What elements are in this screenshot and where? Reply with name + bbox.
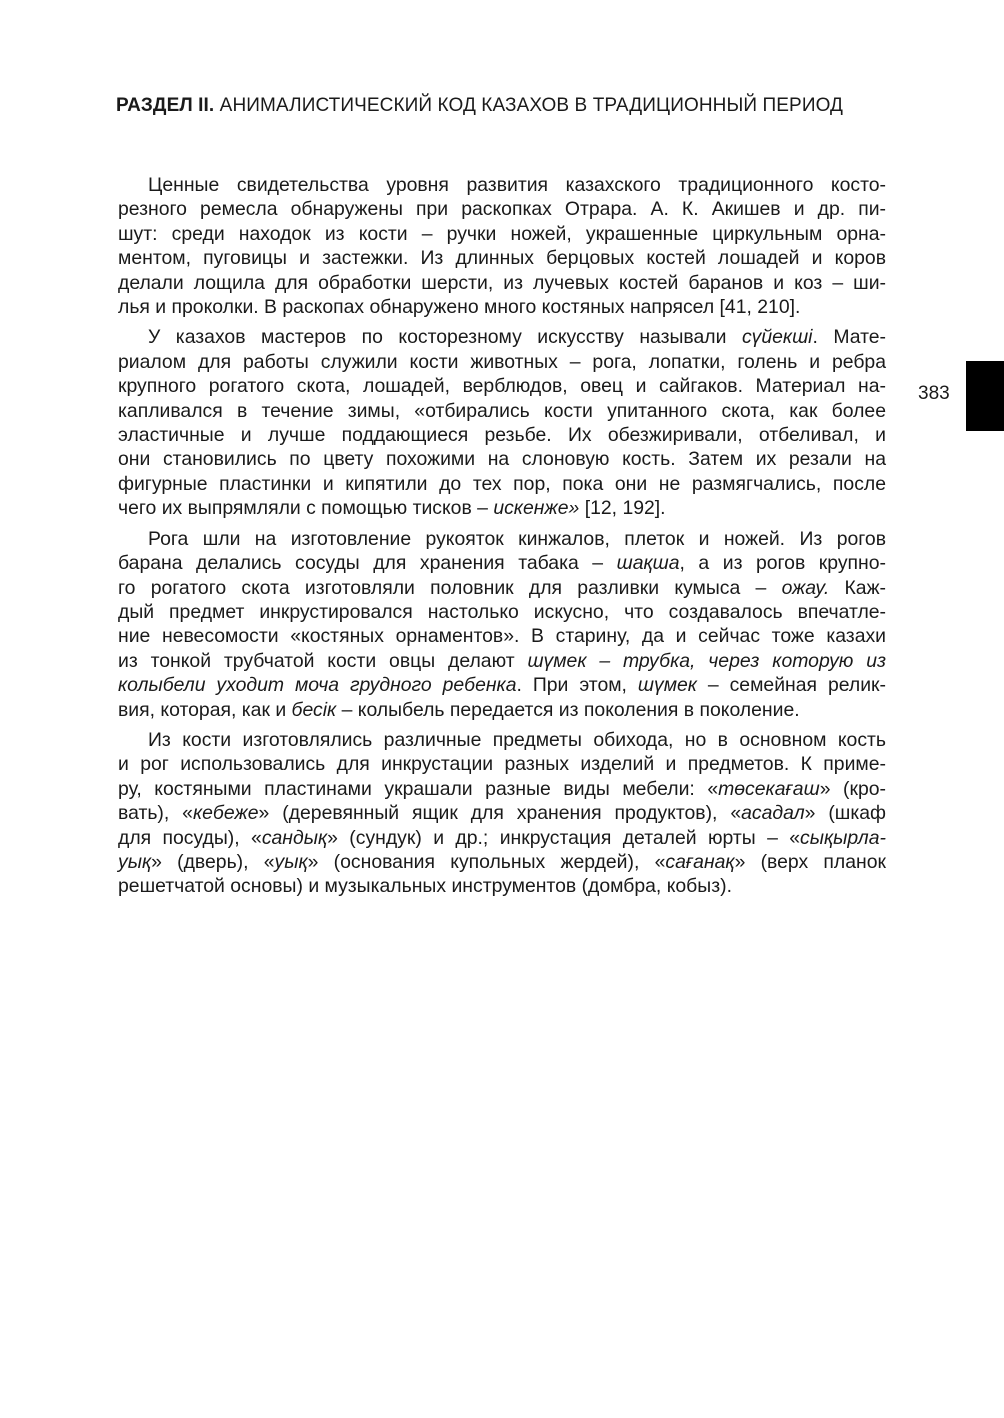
italic-term: сағанақ <box>665 850 735 873</box>
text-line <box>118 374 886 398</box>
text-line <box>118 551 886 575</box>
italic-term: шүмек <box>637 674 697 697</box>
text-line <box>118 576 886 600</box>
text-run: » (деревянный ящик для хранения продуктов), « <box>258 802 742 825</box>
text-run: » (сундук) и др.; инкрустация деталей юрты – « <box>327 826 801 849</box>
paragraph <box>118 527 886 722</box>
text-line <box>118 496 886 520</box>
text-run: резного ремесла обнаружены при раскопках Отрара. А. К. Акишев и др. пи- <box>118 198 886 221</box>
text-line <box>118 850 886 874</box>
text-run: , а из рогов крупно- <box>679 552 886 575</box>
body-text <box>118 173 886 905</box>
text-run: они становились по цвету похожими на слоновую кость. Затем их резали на <box>118 448 886 471</box>
text-run: из тонкой трубчатой кости овцы делают <box>118 649 528 672</box>
paragraph <box>118 728 886 899</box>
text-run: » (кро- <box>819 777 887 800</box>
text-line <box>118 728 886 752</box>
text-line <box>118 222 886 246</box>
text-run: вия, которая, как и <box>118 698 292 721</box>
text-run: . При этом, <box>516 674 638 697</box>
text-run: для посуды), « <box>118 826 262 849</box>
text-line <box>118 649 886 673</box>
text-line <box>118 527 886 551</box>
page-number: 383 <box>918 383 950 404</box>
text-line <box>118 246 886 270</box>
text-line <box>118 826 886 850</box>
text-line <box>118 752 886 776</box>
italic-term: искенже» <box>493 497 580 520</box>
text-line <box>118 673 886 697</box>
italic-term: ожау. <box>781 576 830 599</box>
text-run: риалом для работы служили кости животных – рога, лопатки, голень и ребра <box>118 350 886 373</box>
text-run: – семейная релик- <box>696 674 886 697</box>
italic-term: сықырла- <box>800 826 886 849</box>
text-run: [12, 192]. <box>579 497 666 520</box>
text-run: » (основания купольных жердей), « <box>307 850 666 873</box>
text-run: капливался в течение зимы, «отбирались кости упитанного скота, как более <box>118 399 886 422</box>
text-line <box>118 777 886 801</box>
italic-term: сүйекші <box>741 326 813 349</box>
text-run: Ценные свидетельства уровня развития казахского традиционного косто- <box>148 174 886 196</box>
italic-term: кебеже <box>192 802 259 825</box>
text-line <box>118 271 886 295</box>
text-run: эластичные и лучше поддающиеся резьбе. Их обезжиривали, отбеливал, и <box>118 424 886 447</box>
paragraph <box>118 173 886 319</box>
text-line <box>118 350 886 374</box>
italic-term: бесік <box>291 698 337 721</box>
text-run: лья и проколки. В раскопах обнаружено много костяных напрясел [41, 210]. <box>118 296 801 319</box>
text-run: и рог использовались для инкрустации разных изделий и предметов. К приме- <box>118 753 886 776</box>
text-run: чего их выпрямляли с помощью тисков – <box>118 497 494 520</box>
text-run: делали лощила для обработки шерсти, из лучевых костей баранов и коз – ши- <box>118 271 886 294</box>
chapter-thumb-tab <box>966 361 1004 431</box>
text-run: шут: среди находок из кости – ручки ножей, украшенные циркульным орна- <box>118 222 886 245</box>
italic-term: уық <box>274 850 308 873</box>
italic-term: сандық <box>261 826 328 849</box>
text-line <box>118 197 886 221</box>
text-run: барана делались сосуды для хранения табака – <box>118 552 617 575</box>
text-run: фигурные пластинки и кипятили до тех пор, пока они не размягчались, после <box>118 472 886 495</box>
italic-term: шақша <box>616 552 680 575</box>
text-run: дый предмет инкрустировался настолько искусно, что создавалось впечатле- <box>118 600 886 623</box>
text-run: . Мате- <box>812 326 886 349</box>
text-run: Из кости изготовлялись различные предметы обихода, но в основном кость <box>148 728 886 751</box>
section-number: РАЗДЕЛ II. <box>116 95 215 116</box>
text-run: ние невесомости «костяных орнаментов». В старину, да и сейчас тоже казахи <box>118 625 886 648</box>
text-run: » (шкаф <box>804 802 886 825</box>
text-run: – колыбель передается из поколения в поколение. <box>336 698 800 721</box>
text-line <box>118 600 886 624</box>
text-run: ментом, пуговицы и застежки. Из длинных берцовых костей лошадей и коров <box>118 247 886 270</box>
text-line <box>118 173 886 197</box>
text-run: го рогатого скота изготовляли половник для разливки кумыса – <box>118 576 782 599</box>
text-line <box>118 447 886 471</box>
text-line <box>118 624 886 648</box>
section-title: АНИМАЛИСТИЧЕСКИЙ КОД КАЗАХОВ В ТРАДИЦИОННЫЙ ПЕРИОД <box>214 95 844 116</box>
text-line <box>118 295 886 319</box>
paragraph <box>118 325 886 520</box>
text-line <box>118 423 886 447</box>
italic-term: колыбели уходит моча грудного ребенка <box>118 674 517 697</box>
text-run: Каж- <box>829 576 886 599</box>
text-run: ру, костяными пластинами украшали разные виды мебели: « <box>118 777 719 800</box>
text-run: вать), « <box>118 802 193 825</box>
text-run: » (верх планок <box>734 850 886 873</box>
text-line <box>118 874 886 898</box>
text-line <box>118 801 886 825</box>
italic-term: шүмек – трубка, через которую из <box>527 649 887 672</box>
text-run: » (дверь), « <box>151 850 275 873</box>
italic-term: асадал <box>741 802 805 825</box>
text-line <box>118 472 886 496</box>
text-line <box>118 698 886 722</box>
text-run: решетчатой основы) и музыкальных инструментов (домбра, кобыз). <box>118 875 732 898</box>
running-header <box>116 95 843 117</box>
text-run: Рога шли на изготовление рукояток кинжалов, плеток и ножей. Из рогов <box>148 527 886 550</box>
italic-term: төсекағаш <box>718 777 820 800</box>
text-run: крупного рогатого скота, лошадей, верблюдов, овец и сайгаков. Материал на- <box>118 375 886 398</box>
text-line <box>118 325 886 349</box>
text-run: У казахов мастеров по косторезному искусству называли <box>148 326 742 349</box>
italic-term: уық <box>118 850 152 873</box>
text-line <box>118 399 886 423</box>
